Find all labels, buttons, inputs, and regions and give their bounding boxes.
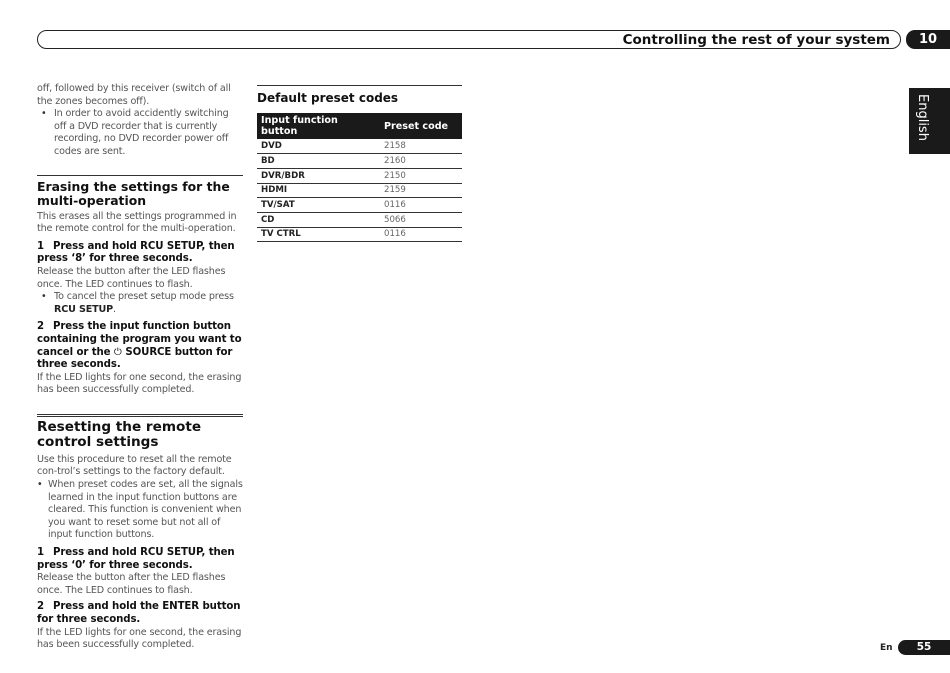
step-number: 2 bbox=[37, 601, 44, 613]
code-cell: 2158 bbox=[380, 139, 462, 154]
table-title: Default preset codes bbox=[257, 91, 399, 105]
reset-step-1 bbox=[37, 547, 243, 572]
column-header-button: Input function button bbox=[257, 113, 380, 139]
section-divider bbox=[37, 175, 243, 176]
table-row bbox=[257, 139, 462, 154]
step-number: 1 bbox=[37, 240, 44, 252]
table-row bbox=[257, 154, 462, 169]
table-top-rule bbox=[257, 85, 462, 86]
reset-description: Use this procedure to reset all the remote con-trol’s settings to the factory default. bbox=[37, 453, 232, 478]
step-text: Press and hold RCU SETUP, then press ‘0’ for three seconds. bbox=[37, 547, 235, 571]
code-cell: 0116 bbox=[380, 227, 462, 242]
button-cell: TV CTRL bbox=[257, 227, 380, 242]
bullet-text: To cancel the preset setup mode press bbox=[54, 291, 234, 303]
button-cell: HDMI bbox=[257, 183, 380, 198]
table-header-row bbox=[257, 113, 462, 139]
right-column bbox=[257, 85, 462, 242]
table-row bbox=[257, 212, 462, 227]
step-text: Press and hold RCU SETUP, then press ‘8’ for three seconds. bbox=[37, 240, 235, 265]
intro-bullet: • In order to avoid accidently switching off a DVD recorder that is currently recording, no DVD recorder power off codes are sent. bbox=[37, 108, 243, 158]
erase-description: This erases all the settings programmed in the remote control for the multi-operation. bbox=[37, 210, 237, 235]
reset-heading: Resetting the remote control settings bbox=[37, 418, 202, 451]
page-title: Controlling the rest of your system bbox=[622, 32, 890, 48]
table-row bbox=[257, 198, 462, 213]
header-bar bbox=[37, 30, 901, 49]
table-row bbox=[257, 168, 462, 183]
erase-heading: Erasing the settings for the multi-operation bbox=[37, 178, 230, 208]
button-cell: DVD bbox=[257, 139, 380, 154]
reset-step-2 bbox=[37, 601, 243, 626]
code-cell: 0116 bbox=[380, 198, 462, 213]
table-row bbox=[257, 183, 462, 198]
erase-step-1-bullet bbox=[37, 291, 243, 316]
page-number: 55 bbox=[898, 640, 950, 655]
button-cell: DVR/BDR bbox=[257, 168, 380, 183]
reset-step-1-description: Release the button after the LED flashes once. The LED continues to flash. bbox=[37, 572, 226, 596]
code-cell: 5066 bbox=[380, 212, 462, 227]
step-text-b: SOURCE button for three seconds. bbox=[37, 346, 233, 371]
preset-codes-table bbox=[257, 113, 462, 242]
table-row bbox=[257, 227, 462, 242]
power-icon: ⏻ bbox=[113, 346, 122, 358]
chapter-badge: 10 bbox=[906, 30, 950, 49]
step-number: 1 bbox=[37, 547, 44, 559]
erase-step-1 bbox=[37, 241, 243, 266]
erase-step-1-description: Release the button after the LED flashes once. The LED continues to flash. bbox=[37, 265, 226, 290]
code-cell: 2159 bbox=[380, 183, 462, 198]
bullet-end: . bbox=[113, 303, 116, 315]
language-tab-label: English bbox=[915, 94, 930, 141]
erase-step-2 bbox=[37, 321, 243, 371]
button-cell: CD bbox=[257, 212, 380, 227]
footer-language: En bbox=[880, 643, 893, 653]
column-header-code: Preset code bbox=[380, 113, 462, 139]
button-cell: BD bbox=[257, 154, 380, 169]
code-cell: 2150 bbox=[380, 168, 462, 183]
intro-text: off, followed by this receiver (switch of all the zones becomes off). bbox=[37, 83, 231, 107]
erase-step-2-description: If the LED lights for one second, the erasing has been successfully completed. bbox=[37, 371, 242, 396]
left-column bbox=[37, 83, 243, 652]
step-text: Press and hold the ENTER button for three seconds. bbox=[37, 601, 241, 625]
reset-step-2-description: If the LED lights for one second, the erasing has been successfully completed. bbox=[37, 626, 242, 651]
step-text-a: Press the input function button containing the program you want to cancel or the bbox=[37, 321, 242, 358]
code-cell: 2160 bbox=[380, 154, 462, 169]
section-divider-thick bbox=[37, 414, 243, 418]
reset-bullet: • When preset codes are set, all the signals learned in the input function buttons are cleared. This function is convenient when you want to reset some but not all of input function buttons. bbox=[37, 479, 243, 542]
language-tab bbox=[909, 88, 950, 154]
step-number: 2 bbox=[37, 321, 44, 333]
bullet-bold: RCU SETUP bbox=[54, 303, 114, 315]
button-cell: TV/SAT bbox=[257, 198, 380, 213]
